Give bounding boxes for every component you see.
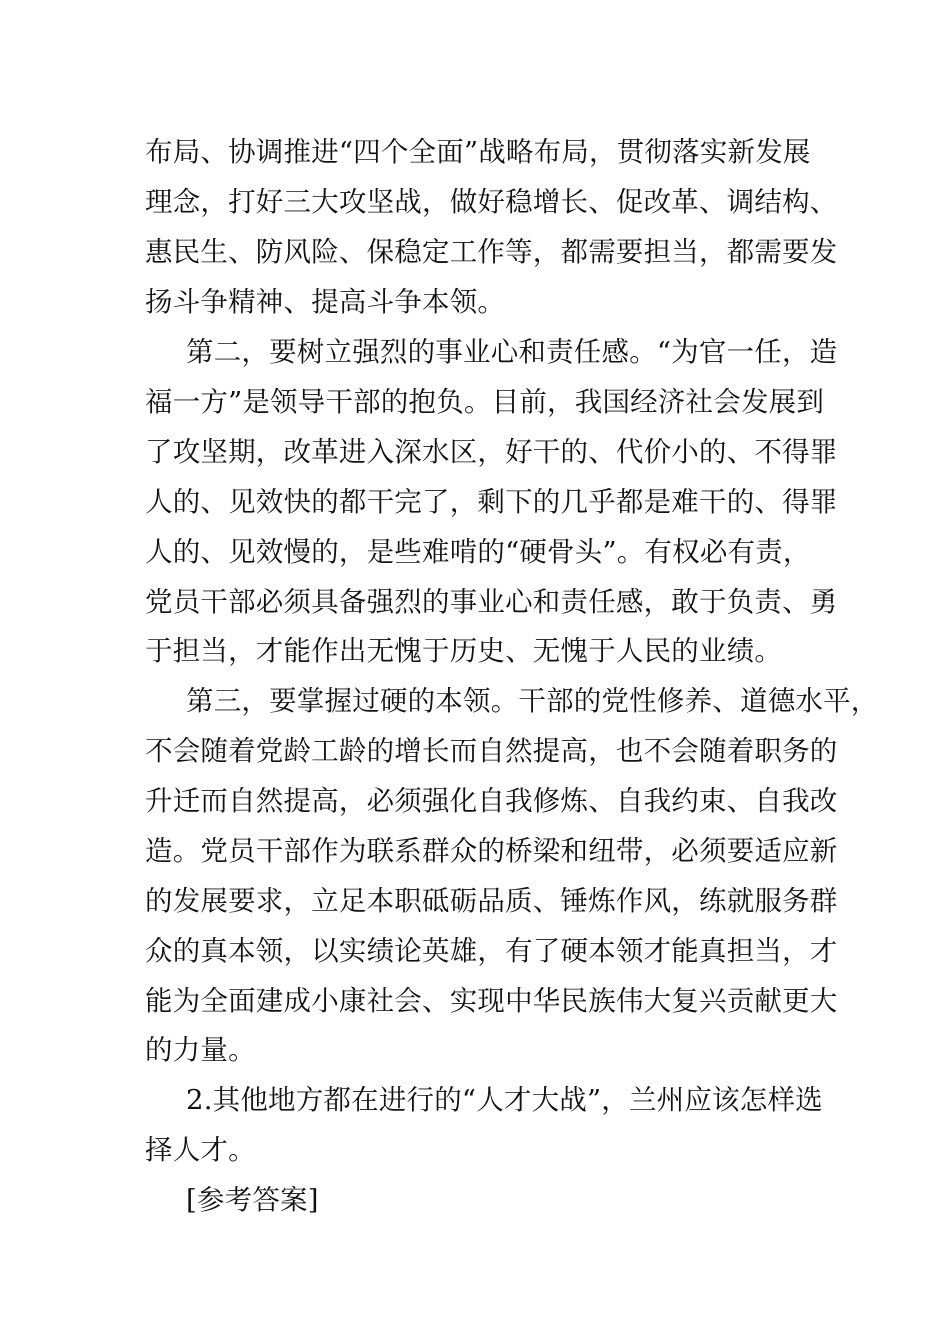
text-line: 惠民生、防风险、保稳定工作等，都需要担当，都需要发 — [145, 236, 838, 268]
text-line: 人的、见效快的都干完了，剩下的几乎都是难干的、得罪 — [145, 486, 838, 518]
text-line: 众的真本领，以实绩论英雄，有了硬本领才能真担当，才 — [145, 935, 838, 967]
text-line: 择人才。 — [145, 1134, 256, 1166]
text-line: 能为全面建成小康社会、实现中华民族伟大复兴贡献更大 — [145, 985, 838, 1017]
text-line: 扬斗争精神、提高斗争本领。 — [145, 286, 506, 318]
text-line: 的力量。 — [145, 1034, 256, 1066]
text-line: 了攻坚期，改革进入深水区，好干的、代价小的、不得罪 — [145, 436, 838, 468]
text-line: 于担当，才能作出无愧于历史、无愧于人民的业绩。 — [145, 635, 783, 667]
text-line: 布局、协调推进“四个全面”战略布局，贯彻落实新发展 — [145, 136, 811, 168]
text-line: 不会随着党龄工龄的增长而自然提高，也不会随着职务的 — [145, 735, 838, 767]
question-line: 2.其他地方都在进行的“人才大战”，兰州应该怎样选 — [186, 1084, 823, 1116]
text-line: 人的、见效慢的，是些难啃的“硬骨头”。有权必有责， — [145, 536, 811, 568]
paragraph-start-line: 第三，要掌握过硬的本领。干部的党性修养、道德水平， — [186, 685, 879, 717]
text-line: 理念，打好三大攻坚战，做好稳增长、促改革、调结构、 — [145, 186, 838, 218]
text-line: 的发展要求，立足本职砥砺品质、锤炼作风，练就服务群 — [145, 885, 838, 917]
text-line: 福一方”是领导干部的抱负。目前，我国经济社会发展到 — [145, 386, 825, 418]
answer-heading: [参考答案] — [186, 1184, 319, 1216]
text-line: 升迁而自然提高，必须强化自我修炼、自我约束、自我改 — [145, 785, 838, 817]
text-line: 造。党员干部作为联系群众的桥梁和纽带，必须要适应新 — [145, 835, 838, 867]
paragraph-start-line: 第二，要树立强烈的事业心和责任感。“为官一任，造 — [186, 336, 838, 368]
text-line: 党员干部必须具备强烈的事业心和责任感，敢于负责、勇 — [145, 586, 838, 618]
